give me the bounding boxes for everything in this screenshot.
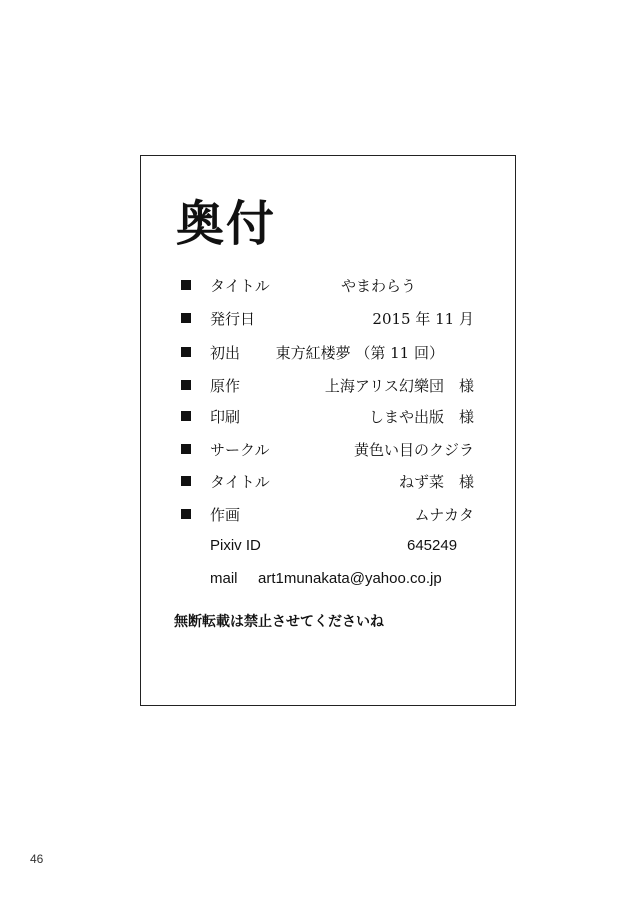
row-label: 初出 xyxy=(210,344,241,362)
colophon-row-title-2 xyxy=(0,469,640,493)
colophon-row-pixiv xyxy=(0,535,640,559)
colophon-row-title xyxy=(0,273,640,297)
colophon-row-circle xyxy=(0,437,640,461)
row-value: しまや出版 様 xyxy=(368,408,474,426)
pixiv-label: Pixiv ID xyxy=(210,537,261,554)
square-bullet-icon xyxy=(181,380,191,390)
colophon-row-mail xyxy=(0,568,640,592)
row-value: 上海アリス幻樂団 様 xyxy=(324,377,474,395)
colophon-row-publish-date xyxy=(0,306,640,330)
row-value: 東方紅楼夢 （第 11 回） xyxy=(275,344,444,362)
square-bullet-icon xyxy=(181,347,191,357)
pixiv-value: 645249 xyxy=(407,537,458,554)
row-label: 作画 xyxy=(210,506,241,524)
square-bullet-icon xyxy=(181,411,191,421)
square-bullet-icon xyxy=(181,444,191,454)
row-value: ねず菜 様 xyxy=(398,473,474,491)
colophon-row-printing xyxy=(0,404,640,428)
row-label: 原作 xyxy=(210,377,241,395)
square-bullet-icon xyxy=(181,280,191,290)
page-number: 46 xyxy=(30,852,44,866)
colophon-row-original-work xyxy=(0,373,640,397)
colophon-row-first-appearance xyxy=(0,340,640,364)
mail-label: mail xyxy=(210,570,238,587)
row-value: 黄色い目のクジラ xyxy=(353,441,474,459)
row-value: ムナカタ xyxy=(414,506,474,524)
row-label: サークル xyxy=(210,441,270,459)
square-bullet-icon xyxy=(181,313,191,323)
reprint-notice: 無断転載は禁止させてくださいね xyxy=(174,614,384,630)
mail-value: art1munakata@yahoo.co.jp xyxy=(258,570,442,587)
row-label: タイトル xyxy=(210,473,270,491)
row-label: 印刷 xyxy=(210,408,241,426)
row-value: やまわらう xyxy=(340,277,416,295)
row-label: タイトル xyxy=(210,277,270,295)
colophon-title: 奥付 xyxy=(176,196,277,252)
square-bullet-icon xyxy=(181,476,191,486)
row-value: 2015 年 11 月 xyxy=(372,310,474,328)
row-label: 発行日 xyxy=(210,310,256,328)
square-bullet-icon xyxy=(181,509,191,519)
colophon-row-artist xyxy=(0,502,640,526)
